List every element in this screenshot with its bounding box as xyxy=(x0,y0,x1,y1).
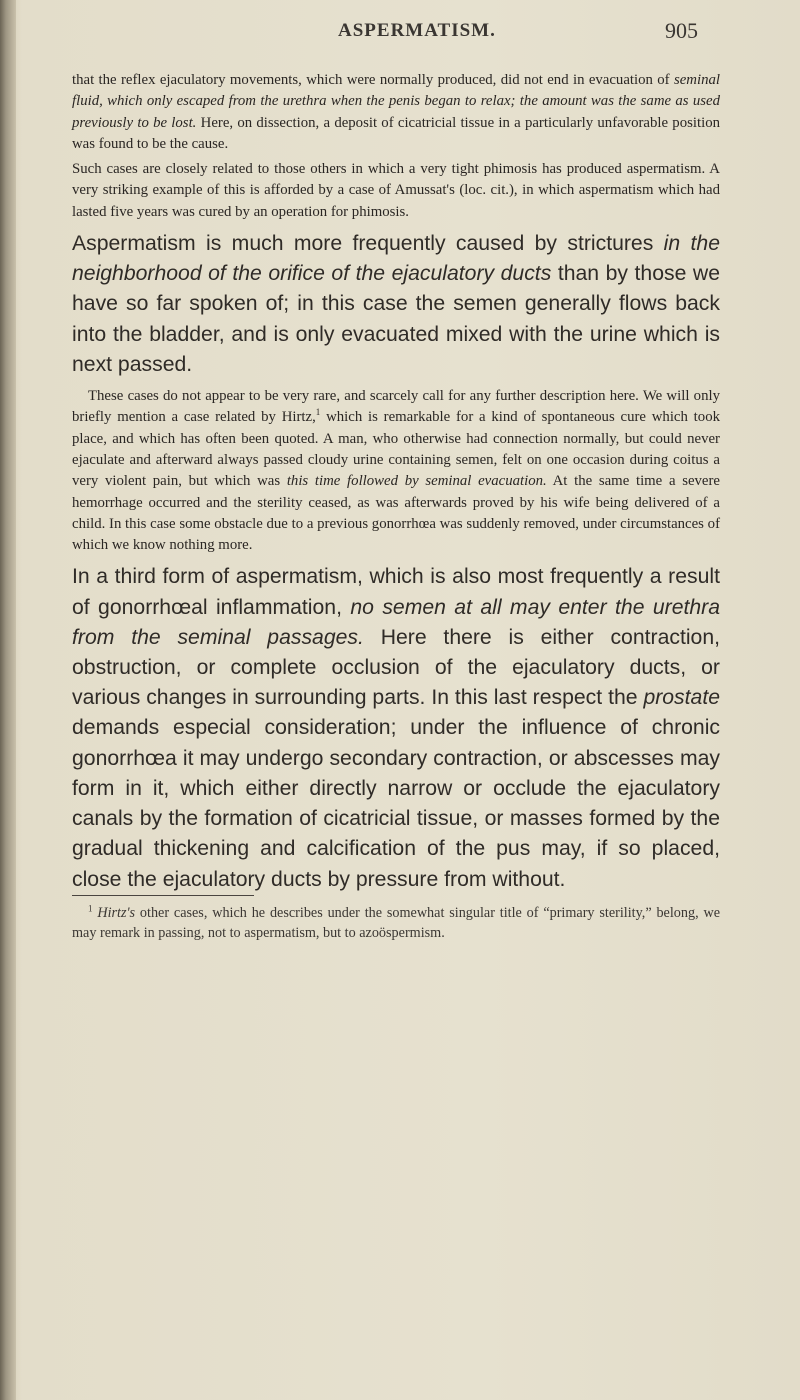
paragraph-5-italic-2: prostate xyxy=(643,686,720,710)
footnote-divider xyxy=(72,895,254,896)
paragraph-4-text-d: At the same time a severe hemorrhage occurred and the sterility ceased, as was afterwards proved by his wife being delivered of a child. In this case some obstacle due to a previous gonorrhœa was suddenly removed, under circumstances of which we know nothing more. xyxy=(72,473,720,554)
paragraph-1-text-c: Here, on dissection, a deposit of cicatricial tissue in a particularly unfavorable position was found to be the cause. xyxy=(72,114,720,152)
paragraph-3-text-c: than by those we have so far spoken of; in this case the semen generally flows back into the bladder, and is only evacuated mixed with the urine which is next passed. xyxy=(72,262,721,376)
paragraph-5-italic-1: no semen at all may enter the urethra from the seminal passages. xyxy=(72,595,720,649)
paragraph-5 xyxy=(72,562,720,894)
page-header xyxy=(0,20,800,50)
paragraph-4 xyxy=(72,386,720,556)
page-binding-edge xyxy=(0,0,16,1400)
paragraph-1-text-a: that the reflex ejaculatory movements, which were normally produced, did not end in evacuation of xyxy=(72,72,674,88)
paragraph-2: Such cases are closely related to those others in which a very tight phimosis has produced aspermatism. A very striking example of this is afforded by a case of Amussat's (loc. cit.), in which aspermatism which had lasted five years was cured by an operation for phimosis. xyxy=(72,161,720,220)
running-head: ASPERMATISM. xyxy=(338,20,496,41)
paragraph-3-text-a: Aspermatism is much more frequently caused by strictures xyxy=(72,232,664,256)
page-body xyxy=(72,70,720,944)
footnote-reference[interactable]: 1 xyxy=(315,407,321,418)
paragraph-5-text-e: demands especial consideration; under the influence of chronic gonorrhœa it may undergo secondary contraction, or abscesses may form in it, which either directly narrow or occlude the ejaculatory canals by the formation of cicatricial tissue, or masses formed by the gradual thickening and calcification of the pus may, if so placed, close the ejaculatory ducts by pressure from without. xyxy=(72,716,720,891)
footnote-italic: Hirtz's xyxy=(97,904,136,921)
paragraph-5-text-a: In a third form of aspermatism, which is also most frequently a result of gonorrhœal inflammation, xyxy=(72,565,720,619)
paragraph-3-italic: in the neighborhood of the orifice of the ejaculatory ducts xyxy=(72,232,720,286)
paragraph-4-text-b: which is remarkable for a kind of spontaneous cure which took place, and which has often been quoted. A man, who otherwise had connection normally, but could never ejaculate and afterward always passed cloudy urine containing semen, felt on one occasion during coitus a very violent pain, but which was xyxy=(72,409,720,490)
footnote xyxy=(72,903,720,944)
footnote-marker: 1 xyxy=(88,902,93,913)
paragraph-1-italic: seminal fluid, which only escaped from the urethra when the penis began to relax; the amount was the same as used previously to be lost. xyxy=(72,72,720,131)
paragraph-4-italic: this time followed by seminal evacuation. xyxy=(286,473,547,490)
paragraph-1 xyxy=(72,70,720,155)
paragraph-3 xyxy=(72,229,720,380)
footnote-text: other cases, which he describes under the somewhat singular title of “primary sterility,” belong, we may remark in passing, not to aspermatism, but to azoöspermism. xyxy=(72,904,720,942)
paragraph-4-text-a: These cases do not appear to be very rare, and scarcely call for any further description here. We will only briefly mention a case related by Hirtz, xyxy=(72,388,720,426)
page-number: 905 xyxy=(665,18,698,43)
paragraph-5-text-c: Here there is either contraction, obstruction, or complete occlusion of the ejaculatory ducts, or various changes in surrounding parts. In this last respect the xyxy=(72,625,720,710)
